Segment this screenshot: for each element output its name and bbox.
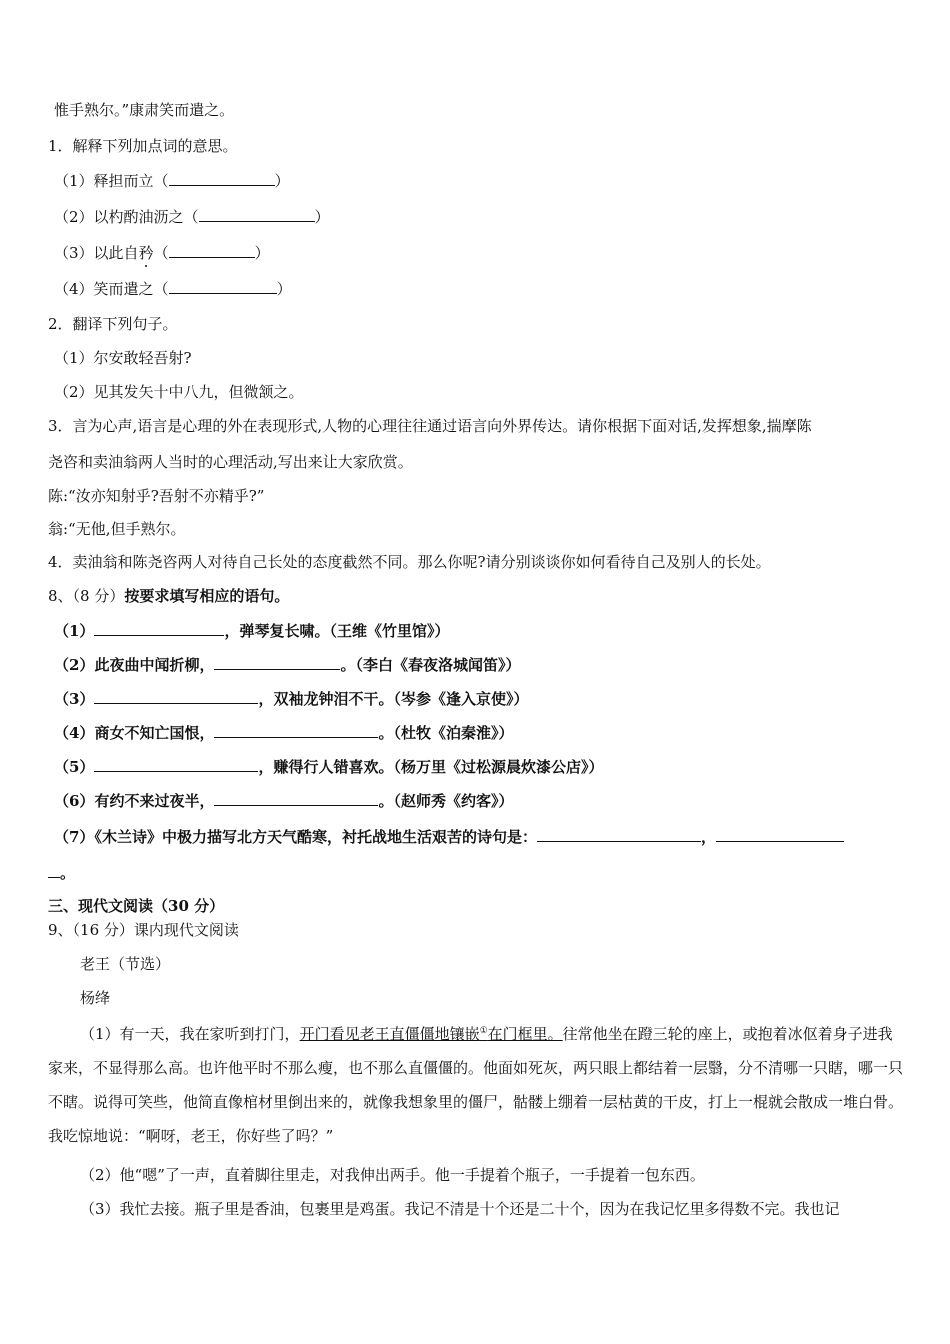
- q2-item-1: （1）尔安敢轻吾射?: [54, 349, 192, 367]
- q3-chen: 陈:“汝亦知射乎?吾射不亦精乎?”: [48, 487, 265, 505]
- q9-title: 9、（16 分）课内现代文阅读: [48, 921, 239, 939]
- answer-blank[interactable]: [199, 206, 315, 222]
- q8-item-1: （1） ，弹琴复长啸。（王维《竹里馆》）: [54, 622, 450, 640]
- q8-item-6: （6）有约不来过夜半， 。（赵师秀《约客》）: [54, 792, 514, 810]
- q8-item-2: （2）此夜曲中闻折柳， 。（李白《春夜洛城闻笛》）: [54, 656, 521, 674]
- answer-blank[interactable]: [716, 826, 844, 842]
- q2-item-2: （2）见其发矢十中八九，但微颔之。: [54, 383, 304, 401]
- answer-blank[interactable]: [169, 242, 255, 258]
- q3-line-2: 尧咨和卖油翁两人当时的心理活动,写出来让大家欣赏。: [48, 453, 413, 471]
- answer-blank[interactable]: [94, 688, 258, 704]
- answer-blank[interactable]: [214, 790, 378, 806]
- q1-item-1: （1）释担而立（ ）: [54, 172, 290, 190]
- q8-title: 8、（8 分）按要求填写相应的语句。: [48, 587, 290, 605]
- answer-blank[interactable]: [94, 620, 224, 636]
- q8-item-7: （7）《木兰诗》中极力描写北方天气酷寒，衬托战地生活艰苦的诗句是： ，: [54, 826, 844, 847]
- section-3-heading: 三、现代文阅读（30 分）: [48, 897, 225, 915]
- q1-item-4: （4）笑而遣之（ ）: [54, 280, 292, 298]
- q8-item-4: （4）商女不知亡国恨， 。（杜牧《泊秦淮》）: [54, 724, 514, 742]
- q8-item-7-cont: 。: [48, 862, 75, 883]
- underlined-sentence: 开门看见老王直僵僵地镶嵌①在门框里。: [299, 1025, 563, 1043]
- answer-blank[interactable]: [48, 862, 60, 878]
- article-author: 杨绛: [80, 989, 111, 1007]
- q3-weng: 翁:“无他,但手熟尔。: [48, 520, 186, 538]
- article-paragraph-3: （3）我忙去接。瓶子里是香油，包裹里是鸡蛋。我记不清是十个还是二十个，因为在我记忆里多得数不完。我也记: [80, 1200, 840, 1218]
- q8-item-5: （5） ，赚得行人错喜欢。（杨万里《过松源晨炊漆公店》）: [54, 758, 604, 776]
- answer-blank[interactable]: [537, 826, 701, 842]
- answer-blank[interactable]: [94, 756, 258, 772]
- answer-blank[interactable]: [169, 170, 275, 186]
- q2-title: 2．翻译下列句子。: [48, 315, 178, 333]
- q8-item-3: （3） ，双袖龙钟泪不干。（岑参《逢入京使》）: [54, 690, 529, 708]
- q1-item-2: （2）以杓酌油沥之（ ）: [54, 208, 330, 226]
- top-line: 惟手熟尔。”康肃笑而遣之。: [54, 101, 235, 119]
- q1-title: 1．解释下列加点词的意思。: [48, 137, 238, 155]
- q4: 4．卖油翁和陈尧咨两人对待自己长处的态度截然不同。那么你呢?请分别谈谈你如何看待自己及别人的长处。: [48, 553, 771, 571]
- answer-blank[interactable]: [214, 654, 340, 670]
- article-title: 老王（节选）: [80, 955, 171, 973]
- q3-line-1: 3．言为心声,语言是心理的外在表现形式,人物的心理往往通过语言向外界传达。请你根据下面对话,发挥想象,揣摩陈: [48, 417, 812, 435]
- footnote-marker: ①: [479, 1026, 488, 1036]
- answer-blank[interactable]: [169, 278, 277, 294]
- article-paragraph-1: （1）有一天，我在家听到打门，开门看见老王直僵僵地镶嵌①在门框里。往常他坐在蹬三轮的座上，或抱着冰伛着身子进我家来，不显得那么高。也许他平时不那么瘦，也不那么直僵僵的。他面如死灰，两只眼上都结着一层翳，分不清哪一只瞎，哪一只不瞎。说得可笑些，他简直像棺材里倒出来的，就像我想象里的僵尸，骷髅上绷着一层枯黄的干皮，打上一棍就会散成一堆白骨。我吃惊地说：“啊呀，老王，你好些了吗？”: [48, 1025, 904, 1145]
- answer-blank[interactable]: [214, 722, 378, 738]
- dotted-word: 矜: [138, 244, 154, 262]
- q1-item-3: （3）以此自矜（ ）: [54, 244, 270, 262]
- article-paragraph-2: （2）他“嗯”了一声，直着脚往里走，对我伸出两手。他一手提着个瓶子，一手提着一包东西。: [80, 1166, 705, 1184]
